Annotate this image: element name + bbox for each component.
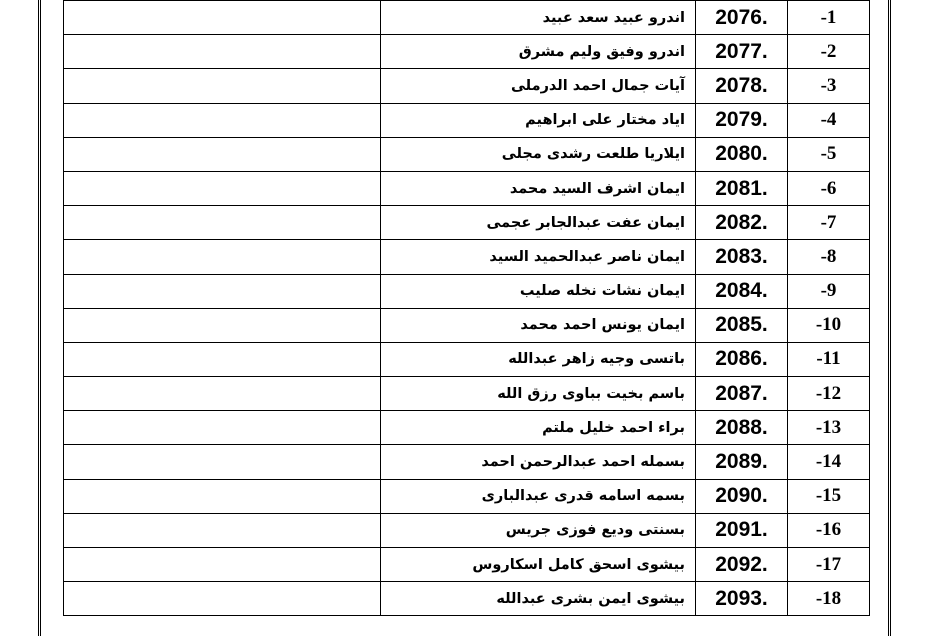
blank-cell [64, 479, 381, 513]
table-row [64, 582, 870, 616]
row-index: -11 [788, 342, 870, 376]
student-name: ايمان اشرف السيد محمد [381, 171, 696, 205]
blank-cell [64, 240, 381, 274]
student-code: 2092. [696, 548, 788, 582]
row-index: -10 [788, 308, 870, 342]
table-row [64, 137, 870, 171]
student-code: 2077. [696, 35, 788, 69]
table-row [64, 377, 870, 411]
blank-cell [64, 582, 381, 616]
table-row [64, 35, 870, 69]
row-index: -12 [788, 377, 870, 411]
student-name: اياد مختار على ابراهيم [381, 103, 696, 137]
student-code: 2080. [696, 137, 788, 171]
table-row [64, 103, 870, 137]
student-name: باتسى وجيه زاهر عبدالله [381, 342, 696, 376]
student-name: بسنتى وديع فوزى جريس [381, 513, 696, 547]
table-row [64, 69, 870, 103]
row-index: -18 [788, 582, 870, 616]
blank-cell [64, 206, 381, 240]
table-row [64, 206, 870, 240]
student-name: بيشوى اسحق كامل اسكاروس [381, 548, 696, 582]
blank-cell [64, 308, 381, 342]
blank-cell [64, 171, 381, 205]
student-code: 2087. [696, 377, 788, 411]
row-index: -3 [788, 69, 870, 103]
student-name: ايمان ناصر عبدالحميد السيد [381, 240, 696, 274]
table-row [64, 445, 870, 479]
table-row [64, 342, 870, 376]
row-index: -9 [788, 274, 870, 308]
blank-cell [64, 69, 381, 103]
student-code: 2089. [696, 445, 788, 479]
student-name: ايمان عفت عبدالجابر عجمى [381, 206, 696, 240]
row-index: -17 [788, 548, 870, 582]
row-index: -5 [788, 137, 870, 171]
student-name: براء احمد خليل ملتم [381, 411, 696, 445]
blank-cell [64, 137, 381, 171]
row-index: -16 [788, 513, 870, 547]
student-code: 2091. [696, 513, 788, 547]
blank-cell [64, 103, 381, 137]
blank-cell [64, 548, 381, 582]
student-code: 2088. [696, 411, 788, 445]
blank-cell [64, 411, 381, 445]
row-index: -7 [788, 206, 870, 240]
student-name: باسم بخيت بباوى رزق الله [381, 377, 696, 411]
table-row [64, 240, 870, 274]
student-code: 2093. [696, 582, 788, 616]
blank-cell [64, 1, 381, 35]
blank-cell [64, 274, 381, 308]
student-code: 2084. [696, 274, 788, 308]
student-code: 2078. [696, 69, 788, 103]
row-index: -1 [788, 1, 870, 35]
table-row [64, 548, 870, 582]
blank-cell [64, 35, 381, 69]
row-index: -6 [788, 171, 870, 205]
student-name: بسمه اسامه قدرى عبدالبارى [381, 479, 696, 513]
blank-cell [64, 342, 381, 376]
table-row [64, 308, 870, 342]
student-name: ايمان نشات نخله صليب [381, 274, 696, 308]
student-name: آيات جمال احمد الدرملى [381, 69, 696, 103]
row-index: -4 [788, 103, 870, 137]
student-list-body [64, 1, 870, 616]
row-index: -8 [788, 240, 870, 274]
student-code: 2090. [696, 479, 788, 513]
student-code: 2082. [696, 206, 788, 240]
student-name: اندرو وفيق وليم مشرق [381, 35, 696, 69]
student-code: 2076. [696, 1, 788, 35]
student-name: ايمان يونس احمد محمد [381, 308, 696, 342]
blank-cell [64, 445, 381, 479]
student-name: اندرو عبيد سعد عبيد [381, 1, 696, 35]
row-index: -14 [788, 445, 870, 479]
student-name: بيشوى ايمن بشرى عبدالله [381, 582, 696, 616]
table-row [64, 274, 870, 308]
table-row [64, 411, 870, 445]
row-index: -13 [788, 411, 870, 445]
row-index: -2 [788, 35, 870, 69]
table-row [64, 479, 870, 513]
blank-cell [64, 513, 381, 547]
blank-cell [64, 377, 381, 411]
student-code: 2083. [696, 240, 788, 274]
student-code: 2079. [696, 103, 788, 137]
student-code: 2085. [696, 308, 788, 342]
student-code: 2086. [696, 342, 788, 376]
student-name: بسمله احمد عبدالرحمن احمد [381, 445, 696, 479]
student-name: ايلاريا طلعت رشدى مجلى [381, 137, 696, 171]
table-row [64, 513, 870, 547]
table-row [64, 1, 870, 35]
student-code: 2081. [696, 171, 788, 205]
student-list-table [63, 0, 870, 616]
table-row [64, 171, 870, 205]
row-index: -15 [788, 479, 870, 513]
